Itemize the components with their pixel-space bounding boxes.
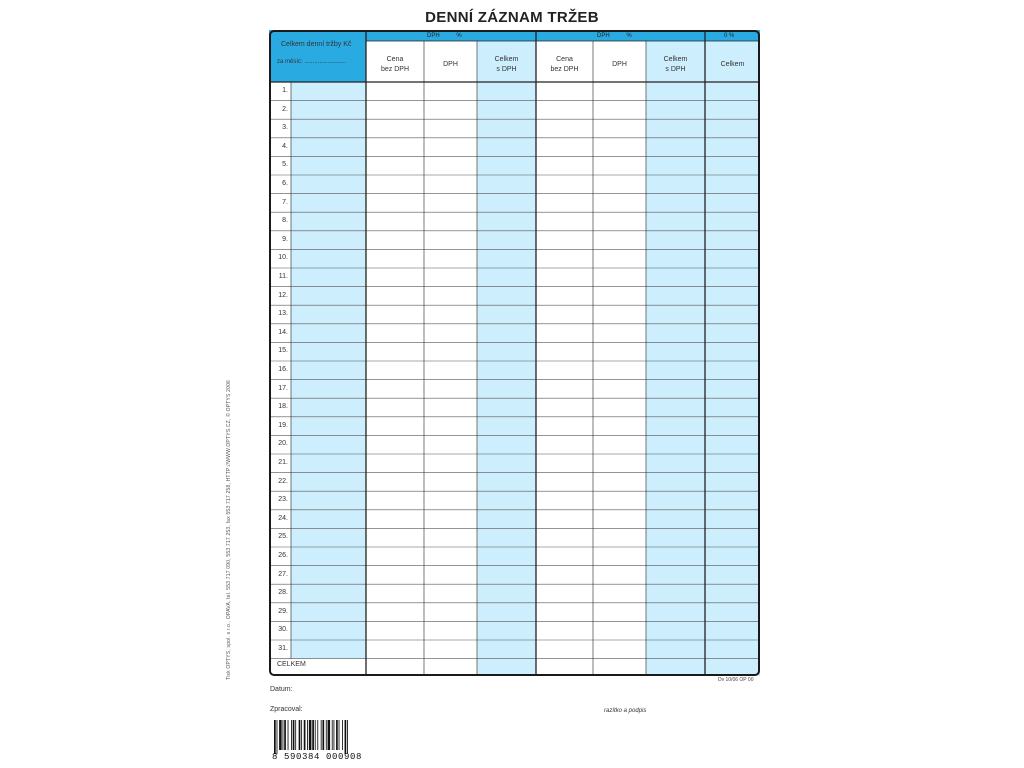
- barcode-bar: [288, 720, 289, 750]
- row-number: 30.: [278, 626, 288, 634]
- col-price-without-vat-2: Cena bez DPH: [550, 56, 579, 73]
- row-number: 24.: [278, 514, 288, 522]
- row-number: 23.: [278, 496, 288, 504]
- barcode-bar: [321, 720, 322, 750]
- barcode-bar: [312, 720, 314, 750]
- col-vat-2: DPH: [612, 61, 627, 68]
- vat-group-2-label: DPH %: [597, 33, 632, 39]
- row-number: 20.: [278, 440, 288, 448]
- barcode-bar: [342, 720, 343, 750]
- barcode-bar: [304, 720, 306, 750]
- row-number: 22.: [278, 477, 288, 485]
- table-grid: [269, 30, 760, 676]
- row-number: 2.: [282, 105, 288, 113]
- row-number: 13.: [278, 310, 288, 318]
- col-price-without-vat-1: Cena bez DPH: [380, 56, 409, 73]
- col-vat-1: DPH: [443, 61, 458, 68]
- printer-imprint: Tisk OPTYS, spol. s r.o., OPAVA, tel. 553 717 090, 553 717 253, fax 553 717 258, HTTP://WWW.OPTYS.CZ, © OPTYS 2006: [226, 379, 232, 680]
- page-title: DENNÍ ZÁZNAM TRŽEB: [425, 9, 599, 26]
- shaded-column: [477, 41, 536, 676]
- barcode-bar: [283, 720, 284, 750]
- stamp-signature-label: razítko a podpis: [604, 708, 647, 714]
- row-number: 21.: [278, 459, 288, 466]
- shaded-column: [705, 41, 760, 676]
- row-number: 12.: [278, 291, 288, 299]
- barcode-bar: [322, 720, 324, 750]
- row-number: 14.: [278, 328, 288, 336]
- barcode-bar: [347, 720, 348, 754]
- barcode-bar: [334, 720, 335, 750]
- row-number: 31.: [278, 645, 288, 652]
- row-number: 26.: [278, 552, 288, 559]
- row-number: 17.: [278, 384, 288, 392]
- barcode-bar: [315, 720, 316, 750]
- col-total-zero-vat: Celkem: [720, 61, 745, 68]
- month-label: za měsíc: .........................: [277, 59, 347, 65]
- barcode-bar: [277, 720, 278, 754]
- processed-by-label: Zpracoval:: [270, 706, 303, 713]
- barcode-bar: [299, 720, 301, 750]
- row-number: 16.: [278, 366, 288, 373]
- records-table: [269, 30, 760, 676]
- shaded-column: [291, 82, 366, 659]
- barcode-bar: [336, 720, 338, 750]
- row-number: 4.: [282, 142, 288, 150]
- row-number: 25.: [278, 533, 288, 541]
- form-code: Dv 10/06 OP 00: [718, 677, 754, 683]
- row-number: 6.: [282, 180, 288, 187]
- row-number: 29.: [278, 607, 288, 615]
- total-revenue-label: Celkem denní tržby Kč: [281, 41, 352, 48]
- row-number: 8.: [282, 217, 288, 225]
- row-number: 27.: [278, 570, 288, 578]
- total-row-label: CELKEM: [277, 661, 306, 668]
- row-number: 19.: [278, 421, 288, 429]
- barcode-bar: [328, 720, 331, 750]
- barcode-bar: [301, 720, 302, 750]
- vat-group-3-label: 0 %: [724, 33, 735, 39]
- barcode: [272, 720, 368, 754]
- row-number: 7.: [282, 198, 288, 206]
- row-number: 10.: [278, 254, 288, 262]
- barcode-bar: [345, 720, 347, 754]
- date-label: Datum:: [270, 686, 293, 693]
- col-total-with-vat-1: Celkem s DPH: [494, 56, 519, 73]
- barcode-bar: [295, 720, 296, 750]
- row-number: 3.: [282, 124, 288, 132]
- barcode-bar: [284, 720, 286, 750]
- barcode-bar: [274, 720, 276, 754]
- row-number: 11.: [278, 273, 288, 280]
- col-total-with-vat-2: Celkem s DPH: [663, 56, 688, 73]
- row-number: 5.: [282, 161, 288, 169]
- barcode-bar: [309, 720, 312, 750]
- row-number: 28.: [278, 589, 288, 597]
- row-number: 15.: [278, 347, 288, 355]
- row-number: 1.: [282, 87, 288, 94]
- barcode-bar: [339, 720, 340, 750]
- barcode-bar: [317, 720, 318, 750]
- left-header-block: [269, 30, 366, 82]
- barcode-bar: [332, 720, 333, 750]
- vat-group-1-label: DPH %: [427, 33, 462, 39]
- barcode-bar: [307, 720, 308, 750]
- barcode-bar: [279, 720, 282, 750]
- row-number: 9.: [282, 235, 288, 243]
- barcode-number: 8 590384 000908: [272, 752, 363, 762]
- barcode-bar: [291, 720, 292, 750]
- shaded-column: [646, 41, 705, 676]
- row-number: 18.: [278, 403, 288, 411]
- barcode-bar: [326, 720, 327, 750]
- barcode-bar: [293, 720, 295, 750]
